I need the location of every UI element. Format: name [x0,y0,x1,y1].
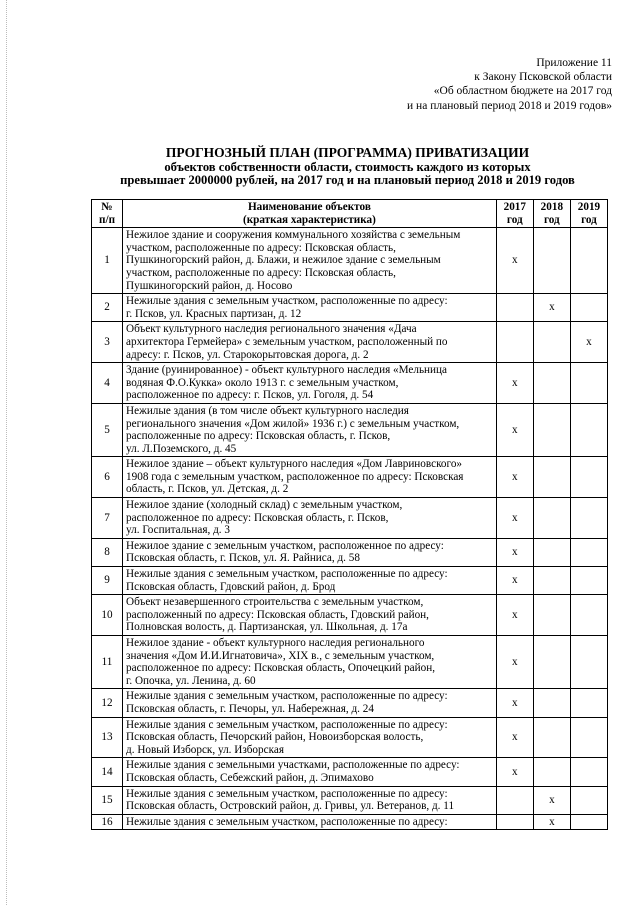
mark-2018 [533,228,570,294]
row-number: 5 [92,403,123,456]
header-2017: 2017 год [496,200,533,228]
mark-2018: х [533,786,570,814]
mark-2019 [570,498,607,539]
mark-2018: х [533,294,570,322]
mark-2019 [570,758,607,786]
mark-2019 [570,717,607,758]
row-number: 12 [92,689,123,717]
mark-2018 [533,322,570,363]
object-description: Нежилые здания с земельным участком, расположенные по адресу: г. Псков, ул. Красных партизан, д. 12 [123,294,497,322]
mark-2017: х [496,567,533,595]
mark-2019 [570,228,607,294]
row-number: 13 [92,717,123,758]
table-row [92,322,608,363]
mark-2018 [533,689,570,717]
mark-2018 [533,717,570,758]
row-number: 15 [92,786,123,814]
mark-2017: х [496,498,533,539]
mark-2017: х [496,636,533,689]
table-row [92,717,608,758]
object-description: Нежилые здания с земельным участком, расположенные по адресу: Псковская область, Островский район, д. Гривы, ул. Ветеранов, д. 11 [123,786,497,814]
table-row [92,758,608,786]
row-number: 11 [92,636,123,689]
mark-2018: х [533,814,570,830]
mark-2018 [533,457,570,498]
object-description: Нежилые здания с земельным участком, расположенные по адресу: Псковская область, Гдовский район, д. Брод [123,567,497,595]
table-row [92,689,608,717]
row-number: 1 [92,228,123,294]
document-subtitle: превышает 2000000 рублей, на 2017 год и на плановый период 2018 и 2019 годов [120,173,575,187]
object-description: Нежилое здание – объект культурного наследия «Дом Лавриновского» 1908 года с земельным участком, расположенное по адресу: Псковская область, г. Псков, ул. Детская, д. 2 [123,457,497,498]
row-number: 3 [92,322,123,363]
mark-2017 [496,322,533,363]
object-description: Нежилое здание (холодный склад) с земельным участком, расположенное по адресу: Псковская область, г. Псков, ул. Госпитальная, д. 3 [123,498,497,539]
table-row [92,457,608,498]
table-row [92,498,608,539]
mark-2017: х [496,689,533,717]
object-description: Нежилые здания с земельным участком, расположенные по адресу: [123,814,497,830]
mark-2018 [533,636,570,689]
row-number: 10 [92,595,123,636]
row-number: 8 [92,538,123,566]
object-description: Нежилые здания с земельным участком, расположенные по адресу: Псковская область, г. Печоры, ул. Набережная, д. 24 [123,689,497,717]
mark-2017: х [496,538,533,566]
mark-2018 [533,363,570,404]
appendix-line: Приложение 11 [536,57,612,69]
mark-2019 [570,538,607,566]
mark-2017 [496,786,533,814]
mark-2017: х [496,363,533,404]
table-row [92,228,608,294]
table-row [92,294,608,322]
mark-2018 [533,538,570,566]
mark-2019 [570,363,607,404]
object-description: Нежилые здания (в том числе объект культурного наследия регионального значения «Дом жилой» 1936 г.) с земельным участком, расположенные по адресу: Псковская область, г. Псков, ул. Л.Поземского, д. 45 [123,403,497,456]
table-body [92,228,608,830]
table-row [92,567,608,595]
row-number: 6 [92,457,123,498]
mark-2018 [533,403,570,456]
mark-2017: х [496,758,533,786]
row-number: 16 [92,814,123,830]
object-description: Нежилое здание с земельным участком, расположенное по адресу: Псковская область, г. Псков, ул. Я. Райниса, д. 58 [123,538,497,566]
mark-2017 [496,294,533,322]
header-num: № п/п [92,200,123,228]
object-description: Нежилые здания с земельными участками, расположенные по адресу: Псковская область, Себежский район, д. Эпимахово [123,758,497,786]
mark-2018 [533,567,570,595]
mark-2018 [533,498,570,539]
header-2018: 2018 год [533,200,570,228]
table-row [92,814,608,830]
document-title: ПРОГНОЗНЫЙ ПЛАН (ПРОГРАММА) ПРИВАТИЗАЦИИ [165,145,530,160]
mark-2019 [570,457,607,498]
mark-2017: х [496,457,533,498]
object-description: Здание (руинированное) - объект культурного наследия «Мельница водяная Ф.О.Кукка» около 1913 г. с земельным участком, расположенное по адресу: г. Псков, ул. Гоголя, д. 54 [123,363,497,404]
mark-2018 [533,595,570,636]
mark-2019 [570,786,607,814]
object-description: Объект культурного наследия регионального значения «Дача архитектора Гермейера» с земельным участком, расположенный по адресу: г. Псков, ул. Старокорытовская дорога, д. 2 [123,322,497,363]
table-header-row [92,200,608,228]
header-name: Наименование объектов (краткая характеристика) [123,200,497,228]
document-subtitle: объектов собственности области, стоимость каждого из которых [164,160,531,174]
mark-2019: х [570,322,607,363]
appendix-line: и на плановый период 2018 и 2019 годов» [407,99,612,112]
table-row [92,636,608,689]
scan-edge-line [6,0,8,905]
row-number: 2 [92,294,123,322]
mark-2017: х [496,595,533,636]
row-number: 7 [92,498,123,539]
mark-2019 [570,403,607,456]
header-2019: 2019 год [570,200,607,228]
table-row [92,595,608,636]
mark-2019 [570,567,607,595]
mark-2017 [496,814,533,830]
mark-2017: х [496,403,533,456]
mark-2019 [570,814,607,830]
mark-2019 [570,294,607,322]
table-row [92,363,608,404]
row-number: 9 [92,567,123,595]
row-number: 14 [92,758,123,786]
appendix-line: «Об областном бюджете на 2017 год [433,85,612,98]
table-row [92,538,608,566]
mark-2018 [533,758,570,786]
table-row [92,786,608,814]
mark-2017: х [496,717,533,758]
mark-2019 [570,636,607,689]
object-description: Нежилые здания с земельным участком, расположенные по адресу: Псковская область, Печорский район, Новоизборская волость, д. Новый Изборск, ул. Изборская [123,717,497,758]
mark-2019 [570,595,607,636]
table-row [92,403,608,456]
object-description: Нежилое здание и сооружения коммунального хозяйства с земельным участком, расположенные по адресу: Псковская область, Пушкиногорский район, д. Блажи, и нежилое здание с земельным участком, расположенные по адресу: Псковская область, Пушкиногорский район, д. Носово [123,228,497,294]
appendix-line: к Закону Псковской области [474,71,612,84]
row-number: 4 [92,363,123,404]
mark-2017: х [496,228,533,294]
mark-2019 [570,689,607,717]
appendix-note [252,56,612,113]
object-description: Объект незавершенного строительства с земельным участком, расположенный по адресу: Псковская область, Гдовский район, Полновская волость, д. Партизанская, ул. Школьная, д. 17а [123,595,497,636]
privatization-table [91,199,608,830]
object-description: Нежилое здание - объект культурного наследия регионального значения «Дом И.И.Игнатовича», XIX в., с земельным участком, расположенное по адресу: Псковская область, Опочецкий район, г. Опочка, ул. Ленина, д. 60 [123,636,497,689]
